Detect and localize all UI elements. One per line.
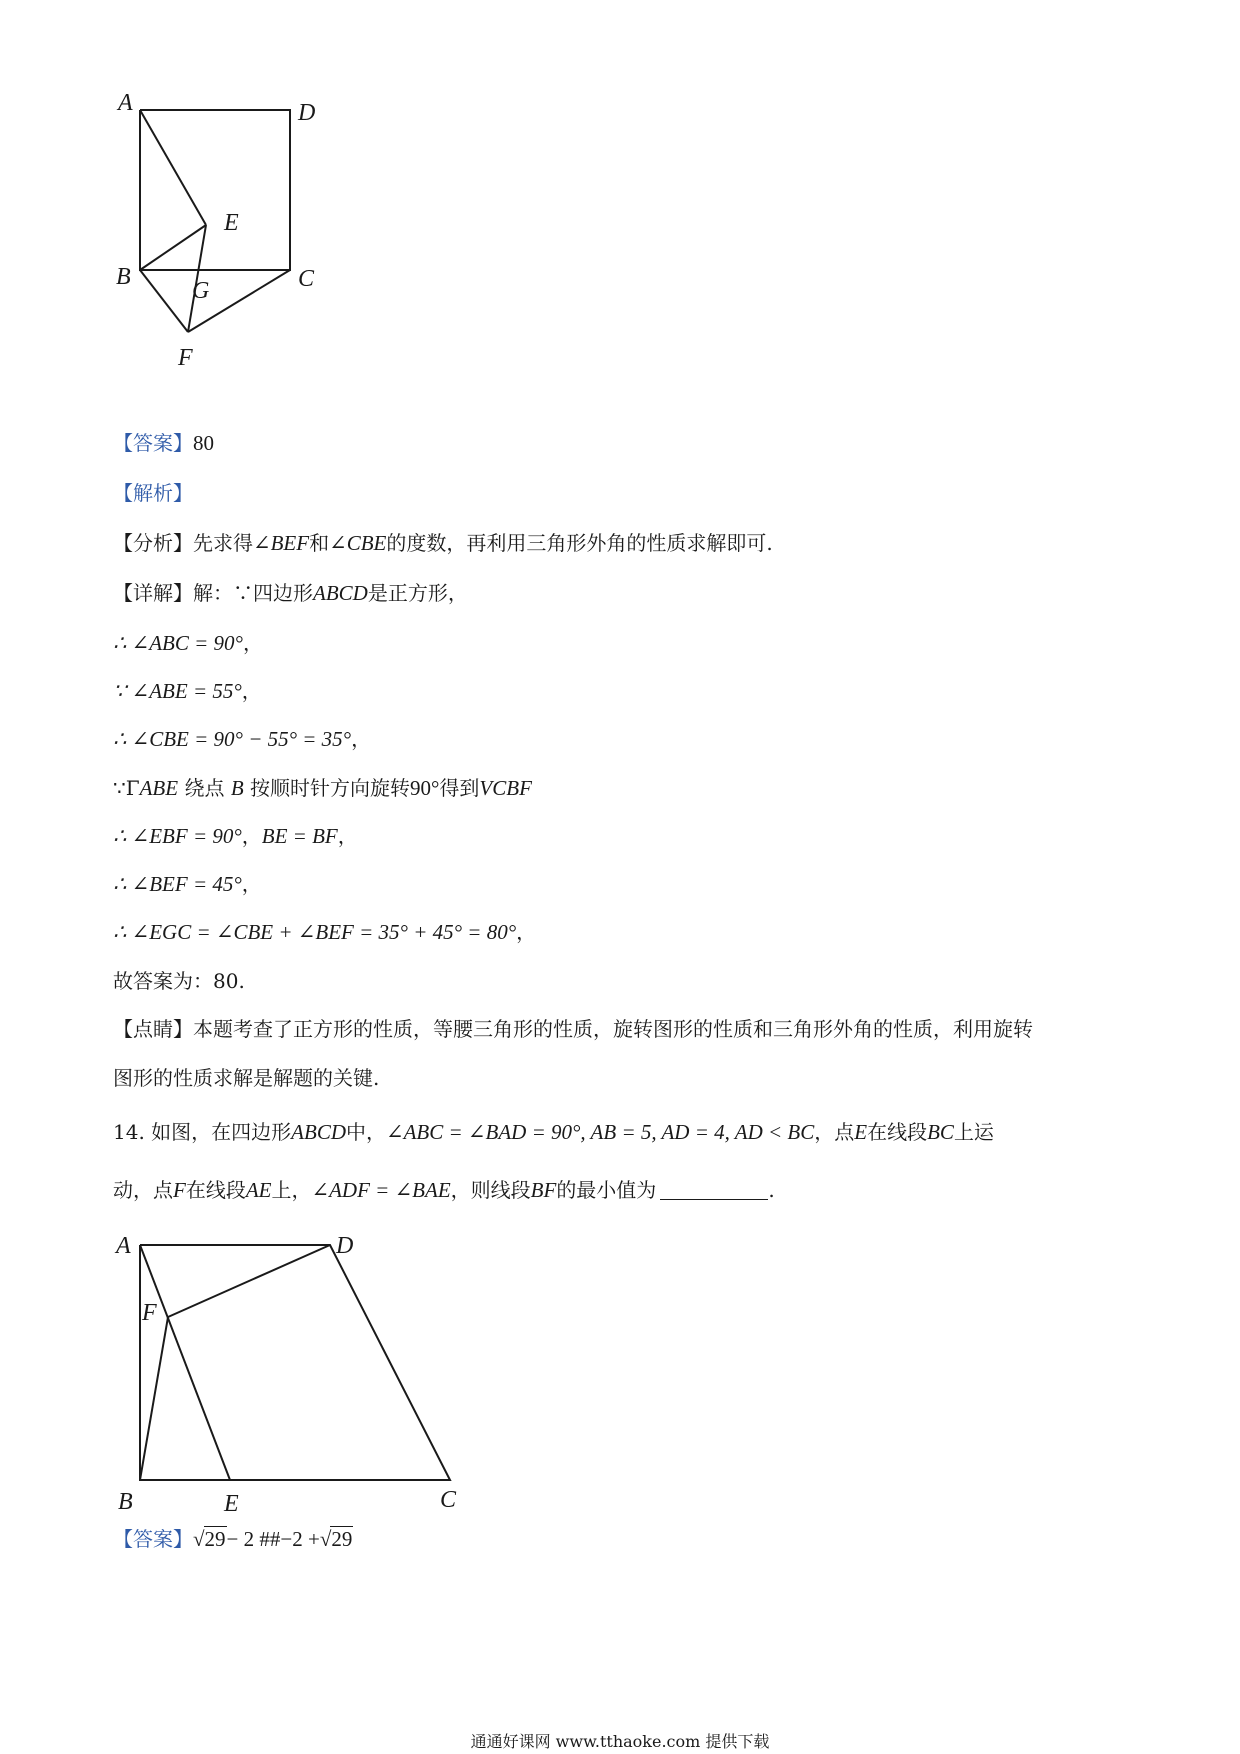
text: 绕点 (178, 776, 231, 800)
math: ∠BEF (253, 531, 310, 555)
math: ∵ ∠ABE = 55° (113, 679, 242, 703)
math: F (173, 1178, 186, 1202)
page-footer: 通通好课网 www.tthaoke.com 提供下载 (470, 1732, 770, 1751)
step-line (113, 723, 371, 752)
label-g: G (192, 278, 210, 304)
text: 得到 (439, 776, 480, 800)
math: ∴ ∠ABC = 90° (113, 631, 243, 655)
math: ∴ ∠CBE = 90° − 55° = 35° (113, 727, 352, 751)
step-line (113, 820, 358, 849)
text: ，则线段 (450, 1178, 531, 1202)
math: ∠ADF = ∠BAE (311, 1178, 451, 1202)
math: VCBF (479, 776, 532, 800)
conclusion-line: 故答案为：80. (113, 969, 245, 993)
sqrt-expression: √29 (193, 1527, 226, 1551)
step-line (113, 868, 262, 897)
radicand: 29 (204, 1527, 226, 1551)
segment-bf (140, 1317, 168, 1480)
label-a: A (116, 1233, 131, 1259)
text: 的度数，再利用三角形外角的性质求解即可. (386, 531, 773, 555)
text: ∵Γ (113, 776, 140, 800)
math: BF (530, 1178, 557, 1202)
math: ∴ ∠BEF = 45° (113, 872, 242, 896)
segment-fd (168, 1245, 330, 1317)
math: BC (927, 1120, 954, 1144)
step-line (113, 627, 263, 656)
math: 90° (410, 776, 440, 800)
comment-label: 【点睛】 (113, 1017, 193, 1041)
text: 14. 如图，在四边形 (113, 1120, 292, 1144)
step-line (113, 675, 262, 704)
analysis-heading (113, 477, 193, 506)
math: ABCD (313, 581, 368, 605)
label-d: D (298, 100, 316, 126)
label-c: C (298, 266, 315, 292)
math: ∴ ∠EGC = ∠CBE + ∠BEF = 35° + 45° = 80° (113, 920, 517, 944)
text: ， (242, 631, 263, 655)
label-b: B (116, 264, 131, 290)
rotation-line (113, 772, 532, 801)
square-abcd (140, 110, 290, 270)
math: E (854, 1120, 868, 1144)
label-f: F (178, 345, 193, 371)
math: ∠ABC = ∠BAD = 90°, AB = 5, AD = 4, AD < BC (386, 1120, 815, 1144)
answer-blank (660, 1199, 768, 1200)
detail-line (113, 577, 468, 606)
label-f: F (142, 1300, 157, 1326)
text: 是正方形， (367, 581, 468, 605)
text: 在线段 (867, 1120, 928, 1144)
math: BE = BF (261, 824, 338, 848)
quadrilateral-figure (100, 1215, 480, 1515)
text: 上， (271, 1178, 312, 1202)
math: ∠CBE (329, 531, 387, 555)
text: ， (516, 920, 537, 944)
math: ∴ ∠EBF = 90° (113, 824, 242, 848)
text: ， (351, 727, 372, 751)
math: ABE (139, 776, 179, 800)
text: ， (241, 872, 262, 896)
label-e: E (224, 1491, 239, 1515)
answer-line-2 (113, 1523, 353, 1552)
analysis-line (113, 527, 773, 556)
problem-14-line-2 (113, 1174, 775, 1203)
comment-line-1 (113, 1013, 1033, 1042)
label-a: A (118, 90, 133, 116)
math: AE (245, 1178, 272, 1202)
segment-ae (140, 1245, 230, 1480)
text: ， (241, 679, 262, 703)
analysis-label: 【分析】 (113, 531, 193, 555)
text: ，点 (814, 1120, 855, 1144)
detail-label: 【详解】 (113, 581, 193, 605)
segment-ae (140, 110, 206, 225)
text: 先求得 (193, 531, 253, 555)
analysis-tag: 【解析】 (113, 481, 193, 505)
text: 动，点 (113, 1178, 173, 1202)
label-e: E (224, 210, 239, 236)
segment-be (140, 225, 206, 270)
answer-line-1 (113, 427, 214, 456)
answer-value: 80 (193, 431, 214, 455)
text: 解：∵四边形 (193, 581, 313, 605)
label-d: D (336, 1233, 354, 1259)
text: ， (337, 824, 358, 848)
segment-bf (140, 270, 188, 332)
square-rotation-figure (100, 90, 380, 420)
text: . (768, 1178, 775, 1202)
text: 按顺时针方向旋转 (243, 776, 410, 800)
text: 本题考查了正方形的性质，等腰三角形的性质，旋转图形的性质和三角形外角的性质，利用旋转 (193, 1017, 1033, 1041)
radicand: 29 (331, 1527, 353, 1551)
text: 在线段 (185, 1178, 246, 1202)
math: − 2 ##−2 + (226, 1527, 320, 1551)
answer-tag: 【答案】 (113, 431, 193, 455)
math: B (230, 776, 244, 800)
text: 的最小值为 (556, 1178, 657, 1202)
text: 上运 (953, 1120, 994, 1144)
text: 中， (346, 1120, 386, 1144)
comment-line-2: 图形的性质求解是解题的关键. (113, 1066, 380, 1090)
step-line (113, 916, 536, 945)
answer-tag: 【答案】 (113, 1527, 193, 1551)
math: ABCD (291, 1120, 346, 1144)
label-b: B (118, 1489, 133, 1515)
quadrilateral-abcd (140, 1245, 450, 1480)
problem-14-line-1 (113, 1116, 994, 1145)
sqrt-expression: √29 (319, 1527, 353, 1551)
label-c: C (440, 1487, 457, 1513)
text: 和 (309, 531, 330, 555)
text: ， (241, 824, 262, 848)
